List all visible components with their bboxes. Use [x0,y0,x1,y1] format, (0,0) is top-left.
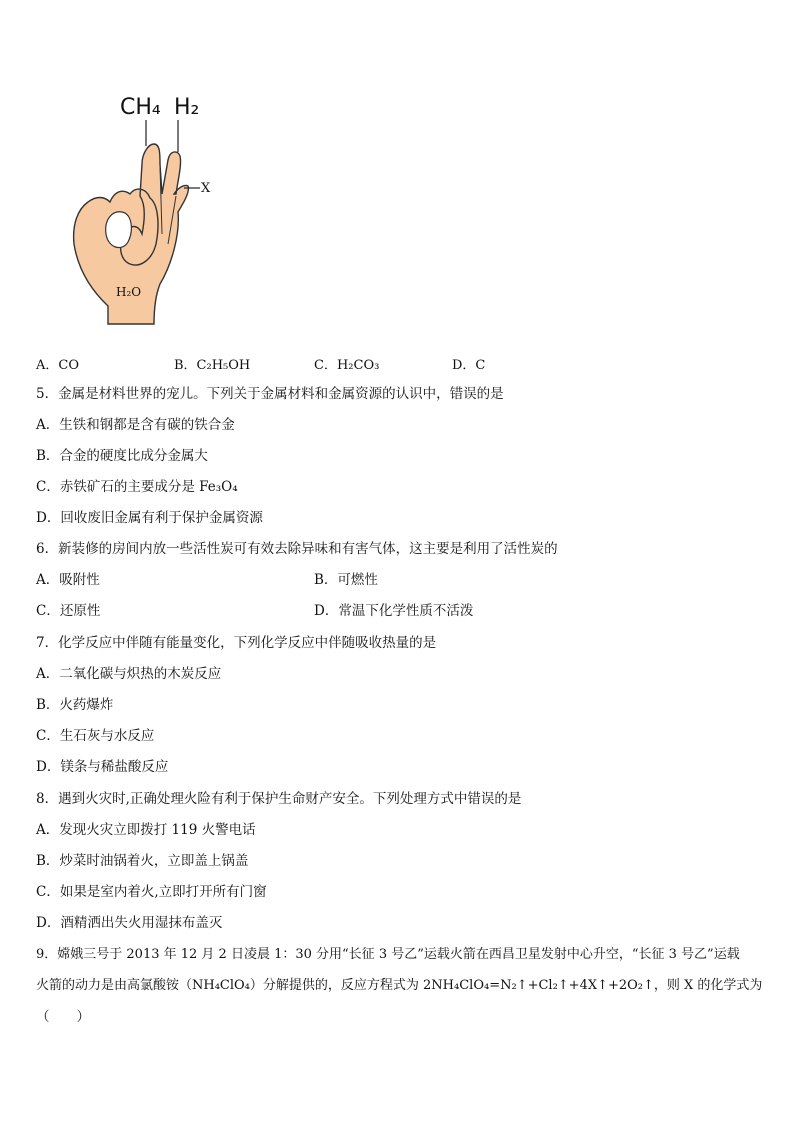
q5-option-c[interactable]: C．赤铁矿石的主要成分是 Fe₃O₄ [36,479,238,495]
q9-stem-line2: 火箭的动力是由高氯酸铵（NH₄ClO₄）分解提供的，反应方程式为 2NH₄ClO₄=N₂↑+Cl₂↑+4X↑+2O₂↑，则 X 的化学式为 [36,978,763,993]
q9-answer-blank: （ ） [36,1009,90,1025]
q8-option-b[interactable]: B．炒菜时油锅着火，立即盖上锅盖 [36,853,249,869]
q7-option-d[interactable]: D．镁条与稀盐酸反应 [36,759,169,775]
q5-option-b[interactable]: B．合金的硬度比成分金属大 [36,448,208,464]
label-h2: H₂ [174,95,200,120]
hand-figure [60,84,230,334]
q4-option-a[interactable]: A．CO [36,358,79,373]
q9-stem-line1: 9．嫦娥三号于 2013 年 12 月 2 日凌晨 1：30 分用“长征 3 号乙”运载火箭在西昌卫星发射中心升空，“长征 3 号乙”运载 [36,947,740,962]
q5-option-a[interactable]: A．生铁和钢都是含有碳的铁合金 [36,417,235,433]
q8-stem: 8．遇到火灾时,正确处理火险有利于保护生命财产安全。下列处理方式中错误的是 [36,791,522,807]
q6-option-b[interactable]: B．可燃性 [314,572,378,588]
q5-option-d[interactable]: D．回收废旧金属有利于保护金属资源 [36,510,263,526]
q8-option-d[interactable]: D．酒精洒出失火用湿抹布盖灭 [36,915,223,931]
q5-stem: 5．金属是材料世界的宠儿。下列关于金属材料和金属资源的认识中，错误的是 [36,386,504,402]
q6-option-c[interactable]: C．还原性 [36,603,101,619]
hand-hole [106,212,132,248]
q7-stem: 7．化学反应中伴随有能量变化，下列化学反应中伴随吸收热量的是 [36,635,437,651]
label-ch4: CH₄ [120,95,161,120]
q7-option-b[interactable]: B．火药爆炸 [36,697,114,713]
label-h2o: H₂O [116,285,142,299]
q4-option-b[interactable]: B．C₂H₅OH [174,358,251,373]
q8-option-c[interactable]: C．如果是室内着火,立即打开所有门窗 [36,884,267,900]
q8-option-a[interactable]: A．发现火灾立即拨打 119 火警电话 [36,822,256,838]
label-x: X [201,181,211,196]
q7-option-c[interactable]: C．生石灰与水反应 [36,728,155,744]
q6-option-a[interactable]: A．吸附性 [36,572,100,588]
q4-option-c[interactable]: C．H₂CO₃ [314,358,380,373]
q6-option-d[interactable]: D．常温下化学性质不活泼 [314,603,474,619]
q7-option-a[interactable]: A．二氧化碳与炽热的木炭反应 [36,666,222,682]
q6-stem: 6．新装修的房间内放一些活性炭可有效去除异味和有害气体，这主要是利用了活性炭的 [36,541,558,557]
q4-option-d[interactable]: D．C [452,358,486,373]
q4-options [36,354,756,374]
